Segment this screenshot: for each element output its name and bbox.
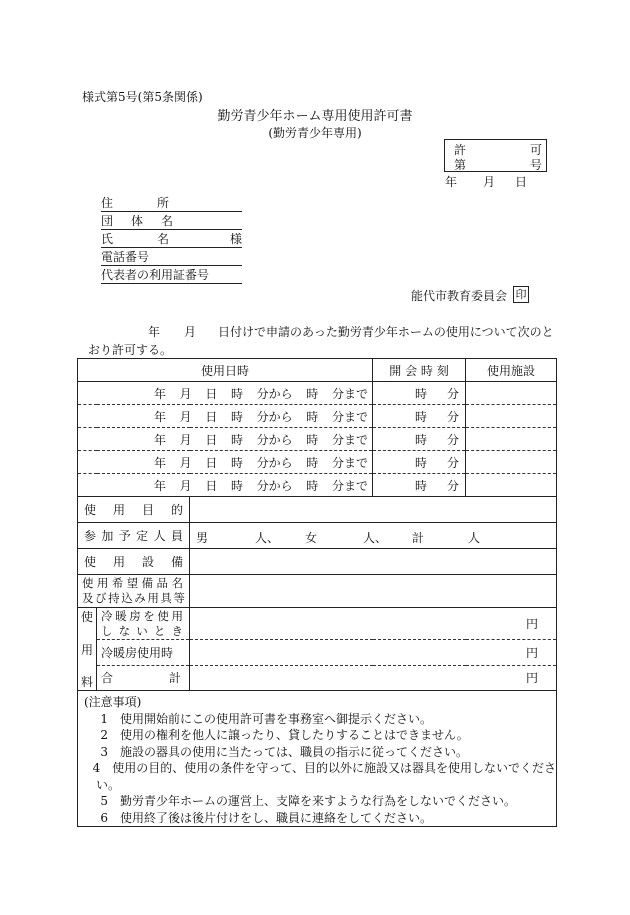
desired-label: 用 bbox=[96, 576, 109, 590]
rep-card-label: 代表者の利用証番号 bbox=[101, 268, 210, 282]
purpose-label: 目 bbox=[141, 503, 154, 517]
document-subtitle: (勤労青少年専用) bbox=[268, 126, 362, 140]
permit-table bbox=[77, 358, 557, 827]
permit-box bbox=[444, 139, 547, 172]
person-unit: 人 bbox=[468, 531, 481, 545]
date-cell[interactable]: 分から bbox=[256, 455, 293, 470]
note-item: 1 使用開始前にこの使用許可書を事務室へ御提示ください。 bbox=[100, 711, 433, 726]
name-label: 名 bbox=[156, 232, 169, 246]
form-number: 様式第5号(第5条関係) bbox=[82, 90, 203, 104]
desired-label: 込 bbox=[121, 591, 133, 605]
participants-label: 加 bbox=[101, 529, 114, 543]
time-cell[interactable]: 分 bbox=[447, 386, 460, 401]
note-item: 6 使用終了後は後片付けをし、職員に連絡をしてください。 bbox=[100, 810, 433, 825]
date-row bbox=[78, 451, 557, 474]
desired-label: 備 bbox=[141, 576, 154, 590]
permit-label: 許 bbox=[454, 143, 467, 157]
facility-cell[interactable] bbox=[466, 405, 557, 428]
purpose-label: 使 bbox=[84, 503, 97, 517]
equipment-label: 設 bbox=[141, 555, 154, 569]
desired-label: び bbox=[95, 591, 107, 605]
date-cell[interactable]: 分まで bbox=[331, 478, 368, 493]
document-title: 勤労青少年ホーム専用使用許可書 bbox=[217, 109, 413, 124]
applicant-name-field[interactable] bbox=[101, 230, 242, 248]
note-item: 4 使用の目的、使用の条件を守って、目的以外に施設又は器具を使用しないでくださ bbox=[92, 761, 557, 775]
equipment-label: 使 bbox=[84, 555, 97, 569]
ac-label: 冷暖房使用時 bbox=[97, 640, 190, 665]
fee-label: 用 bbox=[80, 642, 93, 657]
notes-heading: (注意事項) bbox=[84, 695, 142, 709]
header-open-time: 開 会 時 刻 bbox=[373, 359, 466, 382]
group-name-field[interactable] bbox=[101, 212, 242, 230]
desired-label: 品 bbox=[156, 576, 169, 590]
no-ac-label: し bbox=[101, 623, 113, 638]
date-cell[interactable]: 時 bbox=[230, 455, 243, 470]
date-cell[interactable]: 年 bbox=[154, 478, 167, 493]
date-cell[interactable]: 時 bbox=[306, 386, 319, 401]
date-cell[interactable]: 分まで bbox=[331, 386, 368, 401]
date-row bbox=[78, 382, 557, 405]
time-cell[interactable]: 分 bbox=[447, 409, 460, 424]
person-unit: 人、 bbox=[255, 531, 280, 545]
date-cell[interactable]: 日 bbox=[205, 455, 218, 470]
date-cell[interactable]: 日 bbox=[205, 478, 218, 493]
fee-total-label: 計 bbox=[168, 671, 181, 686]
participants-label: 人 bbox=[153, 529, 166, 543]
group-label: 体 bbox=[130, 214, 143, 228]
header-facility: 使用施設 bbox=[466, 359, 557, 382]
desired-label: 持 bbox=[108, 591, 120, 605]
date-cell[interactable]: 分から bbox=[256, 409, 293, 424]
time-cell[interactable]: 分 bbox=[447, 455, 460, 470]
date-cell[interactable]: 時 bbox=[230, 432, 243, 447]
date-cell[interactable]: 年 bbox=[154, 432, 167, 447]
note-item: 2 使用の権利を他人に譲ったり、貸したりすることはできません。 bbox=[100, 728, 469, 742]
note-item: 3 施設の器具の使用に当たっては、職員の指示に従ってください。 bbox=[100, 744, 469, 759]
desired-label: 具 bbox=[160, 591, 172, 605]
date-cell[interactable]: 月 bbox=[179, 386, 192, 401]
date-cell[interactable]: 年 bbox=[154, 409, 167, 424]
fee-ac-field[interactable] bbox=[190, 640, 557, 665]
intro-year: 年 bbox=[148, 325, 161, 339]
fee-total-label: 合 bbox=[101, 671, 114, 686]
no-ac-label: 使 bbox=[157, 608, 169, 623]
address-label: 所 bbox=[156, 196, 169, 210]
rep-card-field[interactable] bbox=[101, 266, 242, 284]
no-ac-label: き bbox=[171, 623, 183, 638]
purpose-label: 的 bbox=[170, 503, 183, 517]
date-cell[interactable]: 時 bbox=[230, 386, 243, 401]
desired-label: み bbox=[134, 591, 146, 605]
no-ac-label: 房 bbox=[129, 608, 141, 623]
date-cell[interactable]: 日 bbox=[205, 386, 218, 401]
date-cell[interactable]: 分まで bbox=[331, 409, 368, 424]
desired-label: 希 bbox=[111, 576, 124, 590]
date-cell[interactable]: 年 bbox=[154, 455, 167, 470]
equipment-label: 備 bbox=[170, 555, 183, 569]
date-cell[interactable]: 月 bbox=[179, 455, 192, 470]
date-cell[interactable]: 時 bbox=[306, 409, 319, 424]
issuer-name: 能代市教育委員会 bbox=[411, 289, 508, 303]
date-row bbox=[78, 428, 557, 451]
date-day: 日 bbox=[515, 175, 528, 189]
participants-label: 員 bbox=[170, 529, 183, 543]
date-cell[interactable]: 月 bbox=[179, 432, 192, 447]
date-year: 年 bbox=[445, 175, 458, 189]
permit-number-label: 第 bbox=[454, 158, 467, 172]
fee-label: 料 bbox=[80, 675, 93, 689]
date-cell[interactable]: 時 bbox=[230, 478, 243, 493]
date-cell[interactable]: 分から bbox=[256, 478, 293, 493]
intro-text: おり許可する。 bbox=[88, 343, 173, 357]
desired-label: 名 bbox=[171, 576, 183, 590]
date-cell[interactable]: 分まで bbox=[331, 455, 368, 470]
participants-label: 定 bbox=[136, 529, 149, 543]
intro-text: 日付けで申請のあった勤労青少年ホームの使用について次のと bbox=[218, 325, 554, 339]
note-item-continued: い。 bbox=[96, 777, 121, 792]
date-cell[interactable]: 日 bbox=[205, 409, 218, 424]
time-cell[interactable]: 時 bbox=[415, 478, 428, 493]
header-datetime: 使用日時 bbox=[78, 359, 373, 382]
date-cell[interactable]: 時 bbox=[306, 478, 319, 493]
purpose-label: 用 bbox=[112, 503, 125, 517]
notes-section bbox=[78, 691, 557, 827]
seal-stamp: 印 bbox=[513, 286, 529, 303]
phone-label: 電話番号 bbox=[101, 250, 150, 264]
time-cell[interactable]: 分 bbox=[447, 432, 460, 447]
participants-field[interactable] bbox=[190, 523, 557, 549]
permit-label: 可 bbox=[529, 143, 542, 157]
address-label: 住 bbox=[101, 196, 114, 210]
yen-unit: 円 bbox=[526, 646, 539, 661]
group-label: 名 bbox=[160, 214, 173, 228]
equipment-label: 用 bbox=[112, 555, 125, 569]
facility-cell[interactable] bbox=[466, 474, 557, 497]
time-cell[interactable]: 時 bbox=[415, 386, 428, 401]
participants-label: 参 bbox=[84, 529, 97, 543]
fee-label: 使 bbox=[80, 610, 93, 624]
group-label: 団 bbox=[101, 214, 114, 228]
facility-cell[interactable] bbox=[466, 451, 557, 474]
yen-unit: 円 bbox=[526, 617, 539, 632]
note-item: 5 勤労青少年ホームの運営上、支障を来すような行為をしないでください。 bbox=[100, 794, 517, 808]
date-cell[interactable]: 月 bbox=[179, 409, 192, 424]
desired-label: 使 bbox=[82, 576, 94, 590]
female-label: 女 bbox=[305, 531, 318, 545]
facility-cell[interactable] bbox=[466, 382, 557, 405]
no-ac-label: 暖 bbox=[115, 608, 127, 623]
name-label: 氏 bbox=[101, 232, 114, 246]
address-field[interactable] bbox=[101, 194, 242, 212]
time-cell[interactable]: 時 bbox=[415, 409, 428, 424]
date-row bbox=[78, 474, 557, 497]
no-ac-label: 用 bbox=[171, 608, 183, 623]
facility-cell[interactable] bbox=[466, 428, 557, 451]
purpose-field[interactable] bbox=[190, 497, 557, 523]
honorific: 様 bbox=[229, 232, 242, 246]
desired-items-field[interactable] bbox=[190, 575, 557, 608]
permit-number-label: 号 bbox=[529, 158, 542, 172]
time-cell[interactable]: 時 bbox=[415, 455, 428, 470]
date-cell[interactable]: 時 bbox=[306, 455, 319, 470]
date-cell[interactable]: 分から bbox=[256, 432, 293, 447]
yen-unit: 円 bbox=[526, 671, 539, 686]
no-ac-label: を bbox=[143, 608, 155, 623]
no-ac-label: な bbox=[118, 623, 131, 638]
participants-label: 予 bbox=[118, 529, 131, 543]
no-ac-label: 冷 bbox=[101, 608, 113, 623]
fee-no-ac-field[interactable] bbox=[190, 608, 557, 640]
time-cell[interactable]: 時 bbox=[415, 432, 428, 447]
date-cell[interactable]: 年 bbox=[154, 386, 167, 401]
total-label: 計 bbox=[412, 531, 425, 545]
male-label: 男 bbox=[196, 531, 209, 545]
fee-total-field[interactable] bbox=[190, 665, 557, 690]
date-cell[interactable]: 分から bbox=[256, 386, 293, 401]
person-unit: 人、 bbox=[363, 531, 388, 545]
phone-field[interactable] bbox=[101, 248, 242, 266]
no-ac-label: い bbox=[136, 623, 148, 638]
desired-label: 及 bbox=[82, 591, 94, 605]
date-cell[interactable]: 時 bbox=[306, 432, 319, 447]
equipment-field[interactable] bbox=[190, 549, 557, 575]
date-row bbox=[78, 405, 557, 428]
desired-label: 望 bbox=[126, 576, 139, 590]
date-cell[interactable]: 月 bbox=[179, 478, 192, 493]
intro-month: 月 bbox=[184, 325, 197, 339]
date-cell[interactable]: 日 bbox=[205, 432, 218, 447]
no-ac-label: と bbox=[153, 623, 166, 638]
date-cell[interactable]: 分まで bbox=[331, 432, 368, 447]
time-cell[interactable]: 分 bbox=[447, 478, 460, 493]
desired-label: 等 bbox=[173, 591, 185, 605]
desired-label: 用 bbox=[147, 591, 159, 605]
date-cell[interactable]: 時 bbox=[230, 409, 243, 424]
date-month: 月 bbox=[483, 175, 496, 189]
